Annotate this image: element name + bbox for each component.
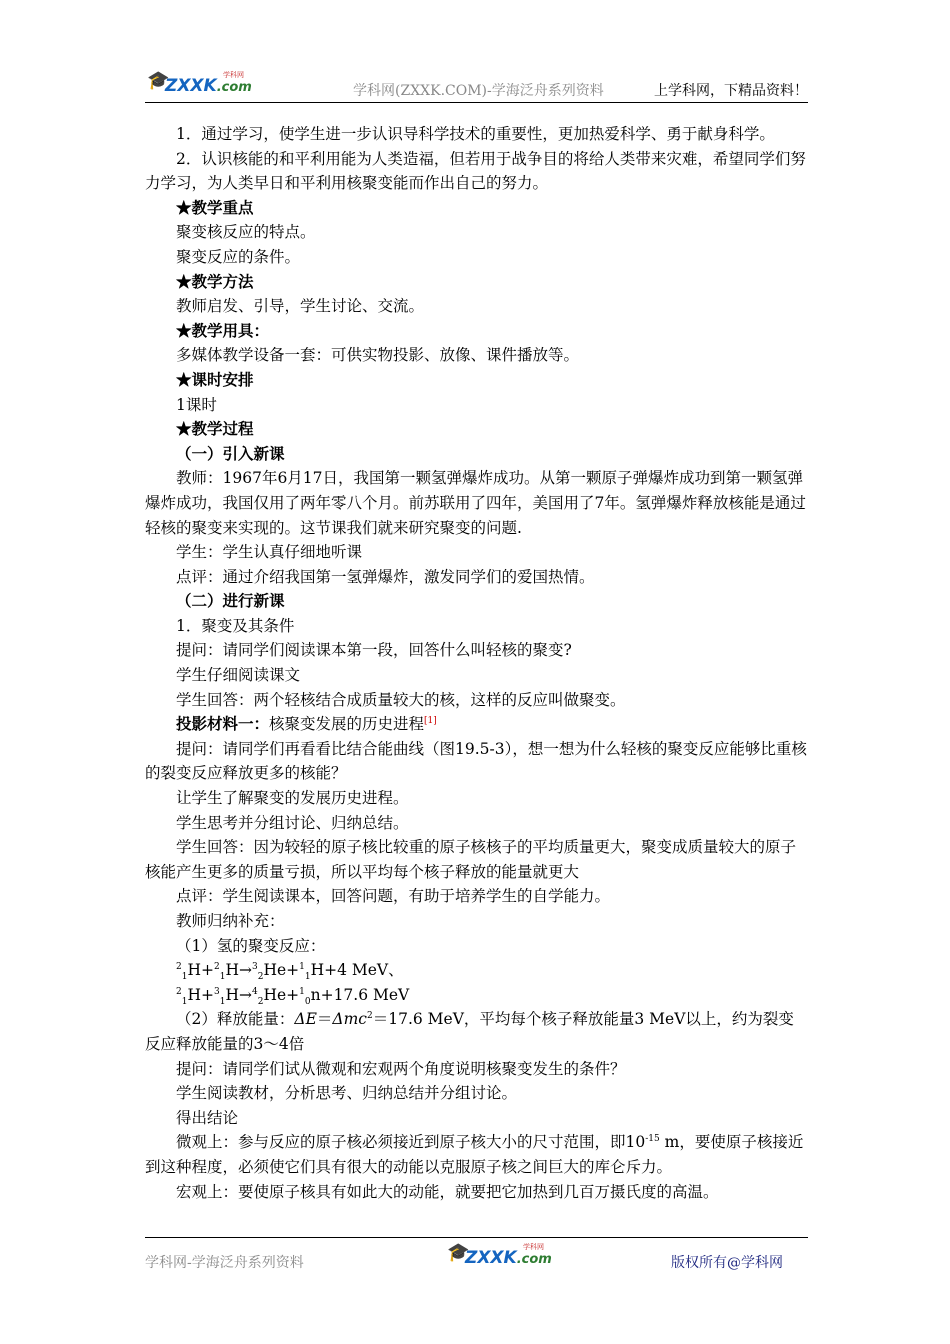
energy-paragraph: （2）释放能量：ΔE＝Δmc$^2$＝17.6 MeV，平均每个核子释放能量3 MeV以上，约为裂变反应释放能量的3～4倍: [145, 1010, 794, 1053]
paragraph: 1．聚变及其条件: [176, 616, 295, 635]
paragraph: 提问：请同学们阅读课本第一段，回答什么叫轻核的聚变?: [176, 641, 572, 660]
section-heading: ★教学过程: [176, 419, 254, 439]
paragraph: 1．通过学习，使学生进一步认识导科学技术的重要性，更加热爱科学、勇于献身科学。: [176, 125, 775, 143]
paragraph: 多媒体教学设备一套：可供实物投影、放像、课件播放等。: [176, 346, 580, 365]
paragraph: 学生思考并分组讨论、归纳总结。: [176, 813, 409, 832]
paragraph: 学生仔细阅读课文: [176, 666, 301, 685]
page-footer: [145, 1237, 808, 1276]
paragraph: 学生阅读教材，分析思考、归纳总结并分组讨论。: [176, 1084, 518, 1103]
projection-text: 核聚变发展的历史进程: [269, 715, 425, 734]
paragraph: 学生：学生认真仔细地听课: [176, 543, 363, 562]
section-heading: ★教学方法: [176, 271, 254, 291]
paragraph: 提问：请同学们试从微观和宏观两个角度说明核聚变发生的条件？: [176, 1059, 626, 1078]
logo-tag: 学科网: [223, 71, 244, 79]
paragraph: 聚变反应的条件。: [176, 247, 301, 266]
logo-com: .com: [216, 80, 252, 95]
section-heading: ★教学重点: [176, 197, 254, 217]
footer-left-text: 学科网-学海泛舟系列资料: [145, 1255, 304, 1271]
equation-1: $^2_1$H+$^2_1$H→$^3_2$He+$^1_1$H+4 MeV、: [176, 961, 404, 983]
paragraph: 学生回答：两个轻核结合成质量较大的核，这样的反应叫做聚变。: [176, 690, 626, 709]
footer-right-text: 版权所有@学科网: [671, 1255, 783, 1271]
paragraph: 宏观上：要使原子核具有如此大的动能，就要把它加热到几百万摄氏度的高温。: [176, 1182, 719, 1201]
paragraph: 学生回答：因为较轻的原子核比较重的原子核核子的平均质量更大，聚变成质量较大的原子核能产生更多的质量亏损，所以平均每个核子释放的能量就更大: [145, 838, 797, 881]
paragraph: 教师：1967年6月17日，我国第一颗氢弹爆炸成功。从第一颗原子弹爆炸成功到第一颗氢弹爆炸成功，我国仅用了两年零八个月。前苏联用了四年，美国用了7年。氢弹爆炸释放核能是通过轻核的聚变来实现的。这节课我们就来研究聚变的问题.: [145, 469, 806, 537]
header-center-text: 学科网(ZXXK.COM)-学海泛舟系列资料: [353, 83, 604, 99]
header-right-text: 上学科网，下精品资料！: [654, 83, 808, 99]
paragraph: 教师归纳补充：: [176, 912, 285, 930]
paragraph: 教师启发、引导，学生讨论、交流。: [176, 297, 425, 316]
logo-text: ZXXK: [165, 76, 217, 96]
projection-label: 投影材料一：: [176, 714, 270, 734]
graduation-cap-icon: 🎓: [147, 70, 170, 91]
graduation-cap-icon: 🎓: [447, 1242, 470, 1263]
zxxk-logo: [145, 70, 255, 98]
paragraph: 点评：通过介绍我国第一氢弹爆炸，激发同学们的爱国热情。: [176, 567, 595, 586]
paragraph: 点评：学生阅读课本，回答问题，有助于培养学生的自学能力。: [176, 887, 611, 906]
document-body: [145, 122, 808, 1204]
paragraph: （1）氢的聚变反应：: [176, 936, 326, 955]
paragraph: 得出结论: [176, 1108, 239, 1127]
page-header: [145, 62, 808, 103]
footer-zxxk-logo: 🎓 ZXXK.com 学科网: [447, 1242, 552, 1268]
paragraph: 提问：请同学们再看看比结合能曲线（图19.5-3），想一想为什么轻核的聚变反应能够比重核的裂变反应释放更多的核能？: [145, 739, 807, 783]
section-heading: ★教学用具：: [176, 320, 270, 340]
subsection-heading: （二）进行新课: [176, 591, 285, 611]
subsection-heading: （一）引入新课: [176, 443, 285, 463]
projection-line: [145, 712, 808, 737]
reference-link[interactable]: [1]: [424, 716, 437, 727]
paragraph: 2．认识核能的和平利用能为人类造福，但若用于战争目的将给人类带来灾难，希望同学们努力学习，为人类早日和平利用核聚变能而作出自己的努力。: [145, 149, 806, 193]
paragraph: 聚变核反应的特点。: [176, 223, 316, 242]
equation-2: $^2_1$H+$^3_1$H→$^4_2$He+$^1_0$n+17.6 MeV: [176, 985, 410, 1007]
paragraph: 1课时: [176, 395, 217, 414]
micro-paragraph: 微观上：参与反应的原子核必须接近到原子核大小的尺寸范围，即$10^{-15}$ m，要使原子核接近到这种程度，必须使它们具有很大的动能以克服原子核之间巨大的库仑斥力。: [145, 1133, 804, 1176]
section-heading: ★课时安排: [176, 369, 254, 389]
paragraph: 让学生了解聚变的发展历史进程。: [176, 789, 409, 808]
